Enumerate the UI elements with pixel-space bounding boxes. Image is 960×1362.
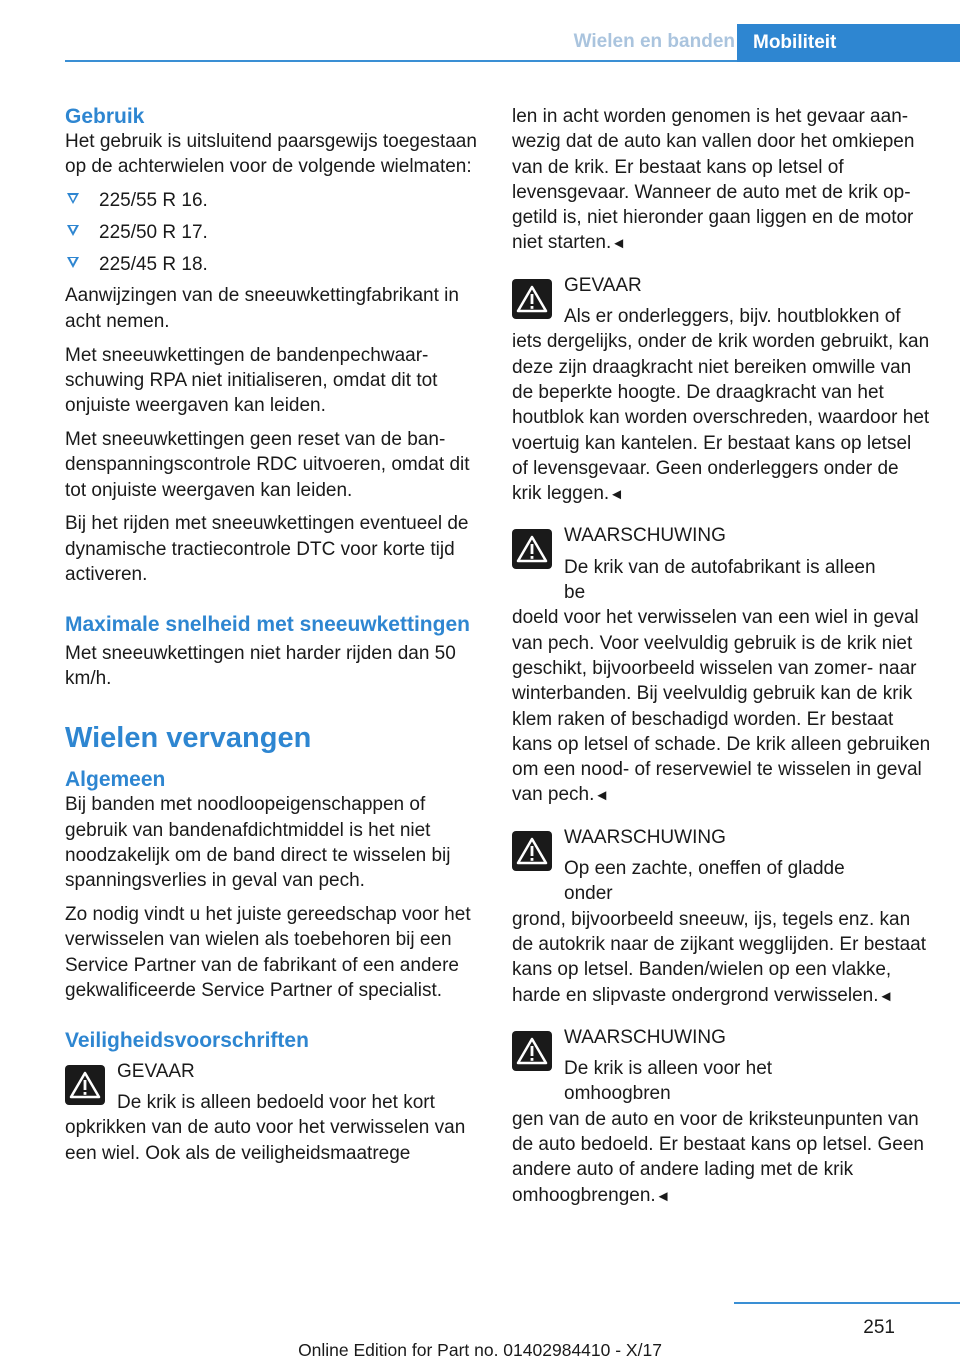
paragraph: Aanwijzingen van de sneeuwkettingfabrikant in acht nemen. — [65, 285, 459, 332]
end-mark-icon: ◄ — [655, 1187, 671, 1205]
heading-wielen-vervangen: Wielen vervangen — [65, 722, 312, 755]
warning-icon — [512, 1031, 552, 1071]
heading-gebruik: Gebruik — [65, 105, 145, 128]
warning-icon — [512, 529, 552, 569]
warning-text: De krik van de autofabrikant is alleen be — [564, 556, 876, 604]
warning-icon — [512, 831, 552, 871]
warning-list — [512, 273, 932, 1209]
warning-icon — [512, 279, 552, 319]
warning-text: doeld voor het verwisselen van een wiel in geval van pech. Voor veelvuldig gebruik is de krik niet geschikt, bijvoorbeeld wisselen van zomer- naar winterbanden. Bij veelvuldig gebruik kan de krik klem raken of beschadigd worden. Er bestaat kans op letsel of schade. De krik alleen gebruiken om een nood- of reservewiel te wisselen in geval van pech.◄ — [512, 607, 931, 806]
warning-text: iets dergelijks, onder de krik worden gebruikt, kan deze zijn draagkracht niet bereiken omwille van de beperkte hoogte. De draagkracht van het houtblok kan worden overschreden, waardoor het voertuig kan kantelen. Er bestaat kans op letsel of levensgevaar. Geen onderleggers onder de krik leggen.◄ — [512, 331, 930, 505]
warning-title: WAARSCHUWING — [564, 1026, 726, 1048]
list-item — [65, 188, 480, 213]
warning-block — [512, 1025, 932, 1209]
paragraph: Bij het rijden met sneeuwkettingen eventueel de dynamische tractiecontrole DTC voor korte tijd activeren. — [65, 513, 469, 585]
bullet-triangle-icon — [67, 225, 79, 236]
warning-block — [512, 523, 932, 808]
paragraph: Met sneeuwkettingen de bandenpechwaarschuwing RPA niet initialiseren, omdat dit tot onjuiste weergaven kan leiden. — [65, 344, 438, 417]
paragraph: Het gebruik is uitsluitend paarsgewijs toegestaan op de achterwielen voor de volgende wielmaten: — [65, 131, 477, 178]
warning-text: De krik is alleen bedoeld voor het kort — [117, 1092, 435, 1114]
list-item — [65, 252, 480, 277]
bullet-triangle-icon — [67, 193, 79, 204]
paragraph: Bij banden met noodloopeigenschappen of gebruik van bandenafdichtmiddel is het niet noodzakelijk om de band direct te wisselen bij spanningsverlies in geval van pech. — [65, 794, 451, 892]
warning-title: WAARSCHUWING — [564, 826, 726, 848]
page-number: 251 — [863, 1317, 895, 1338]
wheel-size-list — [65, 188, 480, 277]
warning-text: gen van de auto en voor de kriksteunpunten van de auto bedoeld. Er bestaat kans op letsel. Geen andere auto of andere lading met de krik omhoogbrengen.◄ — [512, 1108, 924, 1206]
list-item — [65, 220, 480, 245]
warning-text: grond, bijvoorbeeld sneeuw, ijs, tegels enz. kan de autokrik naar de zijkant wegglijden. Er bestaat kans op letsel. Banden/wielen op een vlakke, harde en slipvaste ondergrond verwisselen.◄ — [512, 908, 927, 1006]
warning-text: Op een zachte, oneffen of gladde onder — [564, 858, 845, 905]
paragraph: Met sneeuwkettingen niet harder rijden dan 50 km/h. — [65, 642, 456, 690]
footer-rule — [734, 1302, 960, 1304]
right-column — [512, 104, 932, 1209]
heading-algemeen: Algemeen — [65, 768, 166, 792]
end-mark-icon: ◄ — [594, 787, 610, 805]
paragraph: Zo nodig vindt u het juiste gereedschap voor het verwisselen van wielen als toebehoren bij een Service Partner van de fabrikant of een andere gekwalificeerde Service Partner of specialist. — [65, 904, 471, 1001]
list-item-text: 225/45 R 18. — [99, 253, 208, 275]
warning-block — [65, 1059, 480, 1166]
warning-title: GEVAAR — [564, 274, 642, 296]
end-mark-icon: ◄ — [609, 486, 625, 504]
footer-edition: Online Edition for Part no. 01402984410 - X/17 — [298, 1340, 662, 1360]
header-chapter-tab: Mobiliteit — [737, 24, 960, 62]
list-item-text: 225/55 R 16. — [99, 190, 208, 212]
warning-block — [512, 273, 932, 508]
paragraph: Met sneeuwkettingen geen reset van de bandenspanningscontrole RDC uitvoeren, omdat dit tot onjuiste weergaven kan leiden. — [65, 428, 470, 501]
warning-text: opkrikken van de auto voor het verwisselen van een wiel. Ook als de veiligheidsmaatrege — [65, 1117, 466, 1164]
header-section-label: Wielen en banden — [573, 31, 735, 52]
heading-veiligheid: Veiligheidsvoorschriften — [65, 1028, 309, 1052]
warning-title: WAARSCHUWING — [564, 525, 726, 547]
warning-title: GEVAAR — [117, 1060, 195, 1082]
warning-icon — [65, 1065, 105, 1105]
end-mark-icon: ◄ — [878, 987, 894, 1005]
left-column — [65, 104, 480, 1166]
list-item-text: 225/50 R 17. — [99, 221, 208, 243]
warning-text: len in acht worden genomen is het gevaar aanwezig dat de auto kan vallen door het omkiepen van de krik. Er bestaat kans op letsel of levensgevaar. Wanneer de auto met de krik opgetild is, niet hieronder gaan liggen en de motor niet starten.◄ — [512, 106, 915, 254]
warning-text: De krik is alleen voor het omhoogbren — [564, 1058, 773, 1105]
warning-block — [512, 825, 932, 1009]
heading-max-speed: Maximale snelheid met sneeuwkettingen — [65, 612, 470, 636]
end-mark-icon: ◄ — [611, 235, 627, 253]
warning-text: Als er onderleggers, bijv. houtblokken of — [564, 306, 901, 328]
bullet-triangle-icon — [67, 257, 79, 268]
